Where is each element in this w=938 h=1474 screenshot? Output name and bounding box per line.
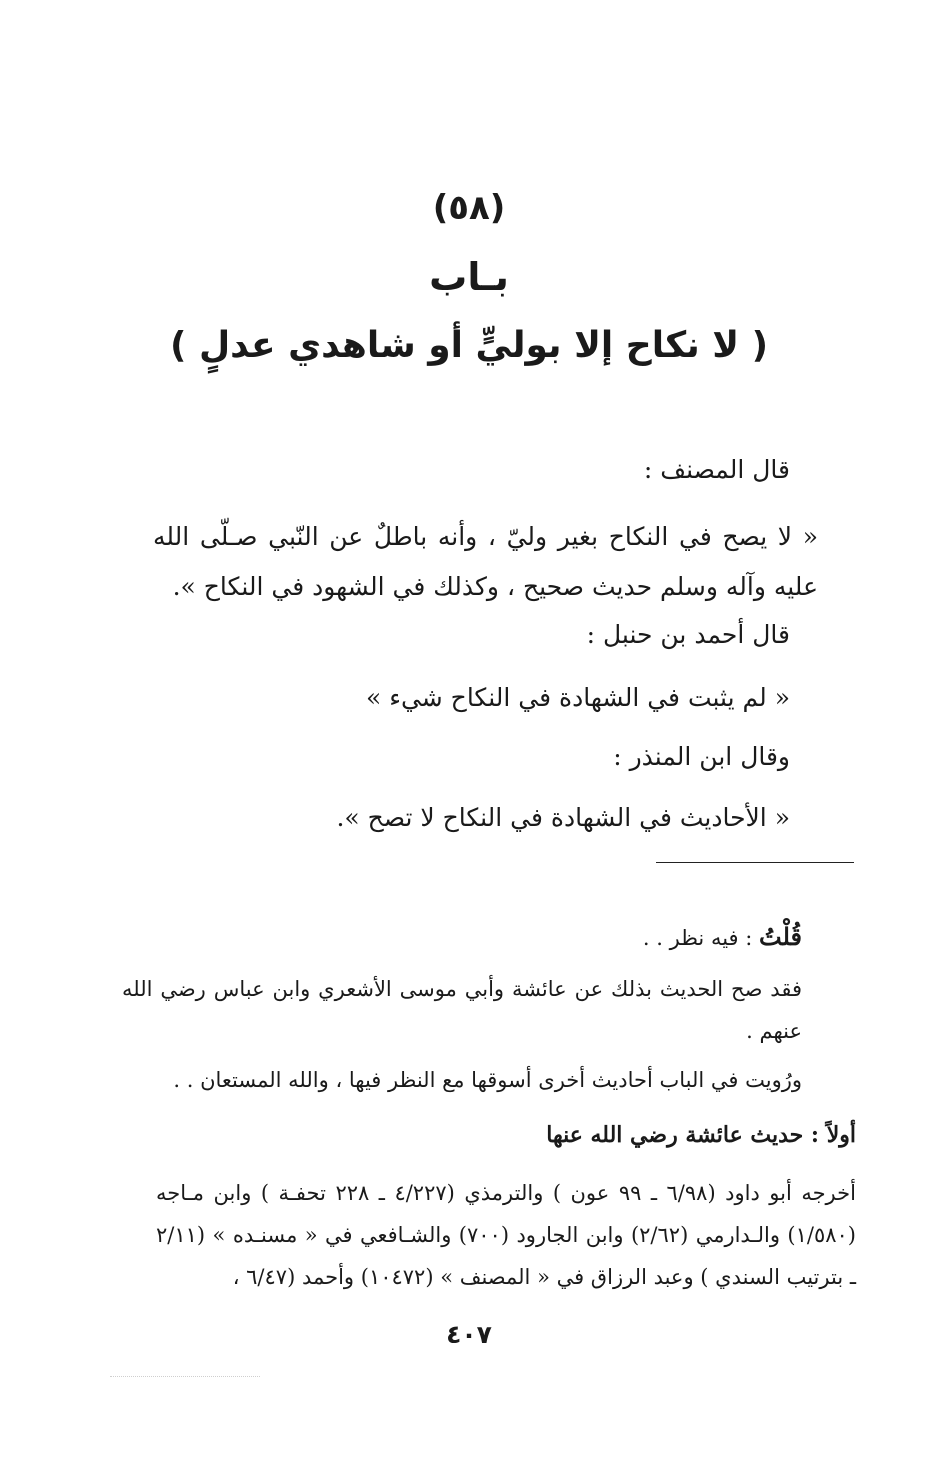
quote-ahmad: « لم يثبت في الشهادة في النكاح شيء » [365,683,790,712]
ahmad-said-line: قال أحمد بن حنبل : [586,620,790,649]
first-heading: أولاً : حديث عائشة رضي الله عنها [546,1122,856,1148]
author-said-line: قال المصنف : [643,455,790,484]
footnote-para-3: أخرجه أبو داود (٦/٩٨ ـ ٩٩ عون ) والترمذي (٤/٢٢٧ ـ ٢٢٨ تحفـة ) وابن مـاجه (١/٥٨٠) والـدارمي (٢/٦٢) وابن الجارود (٧٠٠) والشـافعي في « مسنـده » (٢/١١ ـ بترتيب السندي ) وعبد الرزاق في « المصنف » (١٠٤٧٢) وأحمد (٦/٤٧ ، [156,1181,856,1289]
page-number: ٤٠٧ [446,1320,492,1349]
qultu-label: قُلْتُ [759,922,802,951]
footnote-para-2: ورُويت في الباب أحاديث أخرى أسوقها مع النظر فيها ، والله المستعان . . [173,1068,802,1092]
ibn-mundhir-said-line: وقال ابن المنذر : [613,742,790,771]
footnote-separator [656,862,854,863]
quote-author: « لا يصح في النكاح بغير وليّ ، وأنه باطلٌ عن النّبي صـلّى الله عليه وآله وسلم حديث صحيح ، وكذلك في الشهود في النكاح ». [153,522,818,601]
chapter-title: ( لا نكاح إلا بوليٍّ أو شاهدي عدلٍ ) [169,325,769,366]
qultu-text: : فيه نظر . . [642,926,753,950]
qultu-line [643,922,802,951]
scan-artifact [110,1376,260,1379]
chapter-number: (٥٨) [432,188,506,228]
quote-ibn-mundhir: « الأحاديث في الشهادة في النكاح لا تصح ». [336,803,790,832]
footnote-para-1: فقد صح الحديث بذلك عن عائشة وأبي موسى الأشعري وابن عباس رضي الله عنهم . [122,977,802,1043]
chapter-label: بـاب [429,255,509,299]
